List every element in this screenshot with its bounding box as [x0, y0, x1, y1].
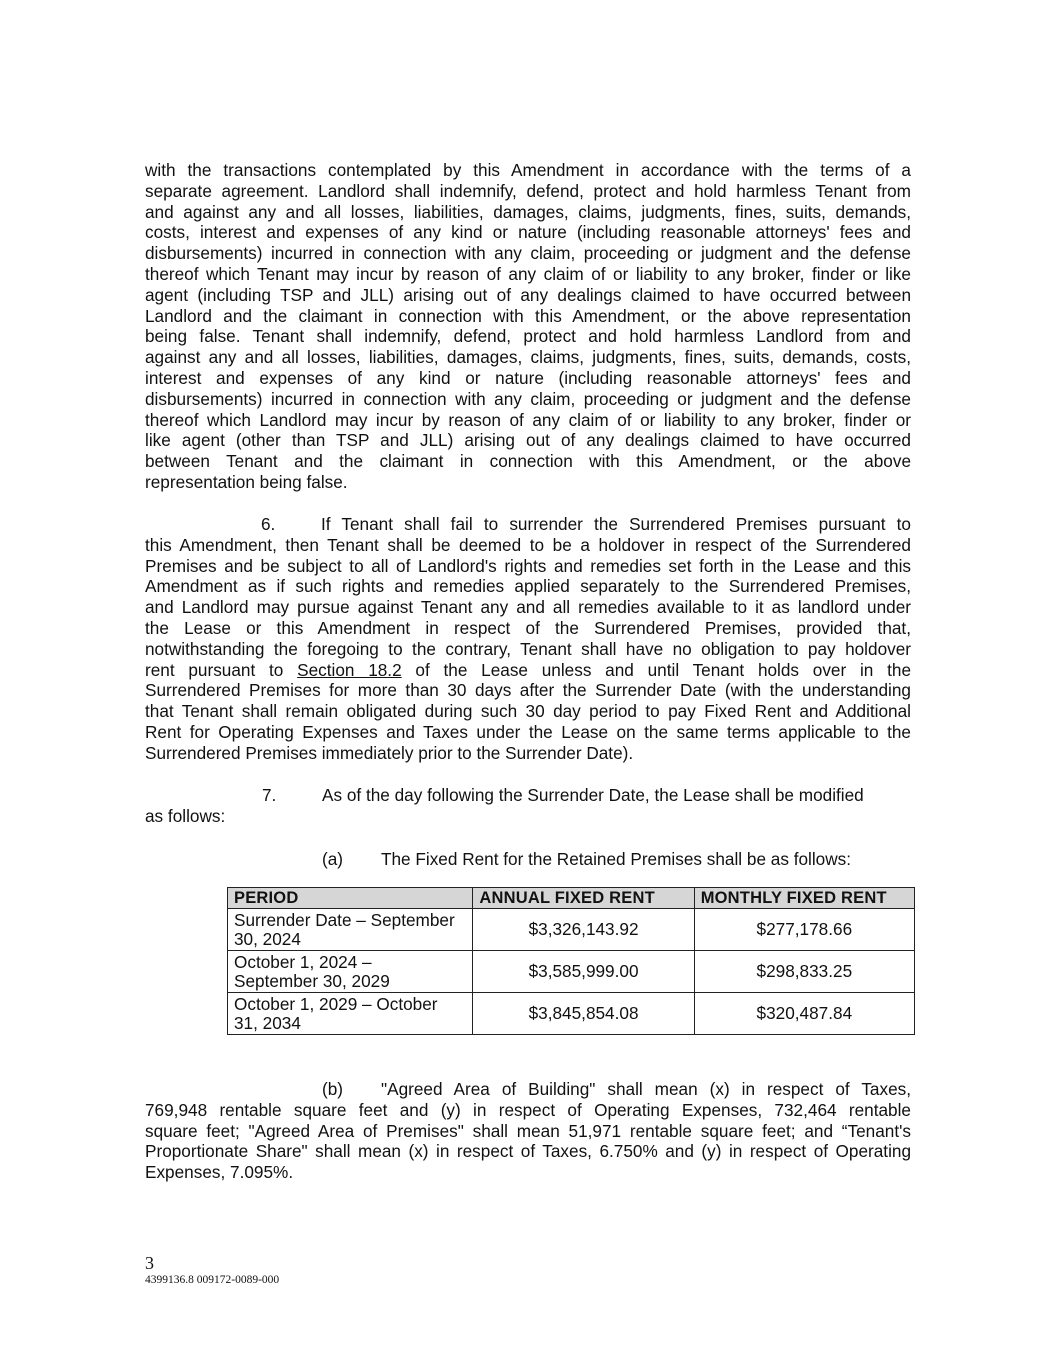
period-line: 30, 2024: [234, 928, 301, 949]
column-header-period: PERIOD: [228, 888, 473, 909]
text-line: notwithstanding the foregoing to the contrary, Tenant shall have no obligation to pay holdover: [145, 638, 911, 659]
paragraph-number: 7.: [262, 785, 277, 805]
text-line: and Landlord may pursue against Tenant any and all remedies available to it as landlord under: [145, 597, 911, 618]
subparagraph-b: [145, 1079, 911, 1183]
text-line: with the transactions contemplated by this Amendment in accordance with the terms of a: [145, 160, 911, 180]
text-line: agent (including TSP and JLL) arising out of any dealings claimed to have occurred between: [145, 284, 911, 305]
column-header-monthly: MONTHLY FIXED RENT: [694, 888, 914, 909]
annual-rent-cell: $3,845,854.08: [473, 993, 694, 1035]
text-line: [145, 660, 911, 681]
text-line: Rent for Operating Expenses and Taxes under the Lease on the same terms applicable to the: [145, 721, 911, 742]
table-row: [228, 993, 915, 1035]
monthly-rent-cell: $277,178.66: [694, 909, 914, 951]
text-line: Amendment as if such rights and remedies applied separately to the Surrendered Premises,: [145, 576, 911, 597]
text-line: Landlord and the claimant in connection with this Amendment, or the above representation: [145, 305, 911, 326]
monthly-rent-cell: $298,833.25: [694, 951, 914, 993]
table-row: [228, 951, 915, 993]
subparagraph-b-first: "Agreed Area of Building" shall mean (x) in respect of Taxes,: [381, 1079, 911, 1099]
paragraph-6-first: If Tenant shall fail to surrender the Surrendered Premises pursuant to: [321, 514, 911, 534]
period-line: 31, 2034: [234, 1012, 301, 1033]
text-line: representation being false.: [145, 471, 348, 492]
period-line: September 30, 2029: [234, 970, 390, 991]
text-line: this Amendment, then Tenant shall be deemed to be a holdover in respect of the Surrendered: [145, 534, 911, 555]
period-cell: [228, 909, 473, 951]
text-segment: rent pursuant to: [145, 659, 298, 680]
text-line: the Lease or this Amendment in respect of the Surrendered Premises, provided that,: [145, 617, 911, 638]
annual-rent-cell: $3,585,999.00: [473, 951, 694, 993]
paragraph-number: 6.: [261, 514, 276, 534]
text-line: thereof which Landlord may incur by reason of any claim of or liability to any broker, finder or: [145, 409, 911, 430]
period-cell: [228, 951, 473, 993]
text-line: being false. Tenant shall indemnify, defend, protect and hold harmless Landlord from and: [145, 326, 911, 347]
text-line: 769,948 rentable square feet and (y) in respect of Operating Expenses, 732,464 rentable: [145, 1099, 911, 1120]
subparagraph-number: (b): [322, 1079, 344, 1099]
fixed-rent-table: [227, 887, 915, 1035]
text-line: between Tenant and the claimant in connection with this Amendment, or the above: [145, 451, 911, 472]
text-line: that Tenant shall remain obligated during such 30 day period to pay Fixed Rent and Additional: [145, 701, 911, 722]
table-header-row: [228, 888, 915, 909]
text-line: Expenses, 7.095%.: [145, 1162, 294, 1183]
subparagraph-number: (a): [322, 849, 344, 869]
annual-rent-cell: $3,326,143.92: [473, 909, 694, 951]
section-reference: Section 18.2: [297, 659, 402, 680]
text-line: Proportionate Share" shall mean (x) in respect of Taxes, 6.750% and (y) in respect of Operating: [145, 1141, 911, 1162]
text-line: Surrendered Premises for more than 30 days after the Surrender Date (with the understanding: [145, 680, 911, 701]
text-line: against any and all losses, liabilities, damages, claims, judgments, fines, suits, demands, costs,: [145, 347, 911, 368]
text-line: interest and expenses of any kind or nature (including reasonable attorneys' fees and: [145, 367, 911, 388]
table-row: [228, 909, 915, 951]
period-line: October 1, 2029 – October: [234, 993, 438, 1014]
text-line: costs, interest and expenses of any kind or nature (including reasonable attorneys' fees and: [145, 222, 911, 243]
text-line: disbursements) incurred in connection with any claim, proceeding or judgment and the defense: [145, 388, 911, 409]
text-line: Premises and be subject to all of Landlord's rights and remedies set forth in the Lease and this: [145, 555, 911, 576]
paragraph-6: [145, 514, 911, 764]
paragraph-7-tail: as follows:: [145, 806, 226, 826]
text-line: Surrendered Premises immediately prior to the Surrender Date).: [145, 742, 634, 763]
page-number: 3: [145, 1253, 154, 1273]
text-line: disbursements) incurred in connection with any claim, proceeding or judgment and the defense: [145, 243, 911, 264]
text-line-first: [145, 1079, 911, 1100]
paragraph-7-text: As of the day following the Surrender Date, the Lease shall be modified: [322, 785, 864, 805]
text-line: square feet; "Agreed Area of Premises" shall mean 51,971 rentable square feet; and “Tenant's: [145, 1120, 911, 1141]
column-header-annual: ANNUAL FIXED RENT: [473, 888, 694, 909]
text-line-first: [145, 514, 911, 535]
text-line: and against any and all losses, liabilities, damages, claims, judgments, fines, suits, demands,: [145, 201, 911, 222]
monthly-rent-cell: $320,487.84: [694, 993, 914, 1035]
text-segment: of the Lease unless and until Tenant holds over in the: [401, 659, 911, 680]
text-line: like agent (other than TSP and JLL) arising out of any dealings claimed to have occurred: [145, 430, 911, 451]
subparagraph-a-text: The Fixed Rent for the Retained Premises shall be as follows:: [381, 849, 852, 869]
period-line: Surrender Date – September: [234, 909, 455, 930]
text-line: thereof which Tenant may incur by reason of any claim of or liability to any broker, finder or like: [145, 263, 911, 284]
document-id: 4399136.8 009172-0089-000: [145, 1274, 280, 1286]
paragraph-5-continuation: [145, 160, 911, 493]
period-line: October 1, 2024 –: [234, 951, 372, 972]
text-line: separate agreement. Landlord shall indemnify, defend, protect and hold harmless Tenant from: [145, 180, 911, 201]
period-cell: [228, 993, 473, 1035]
